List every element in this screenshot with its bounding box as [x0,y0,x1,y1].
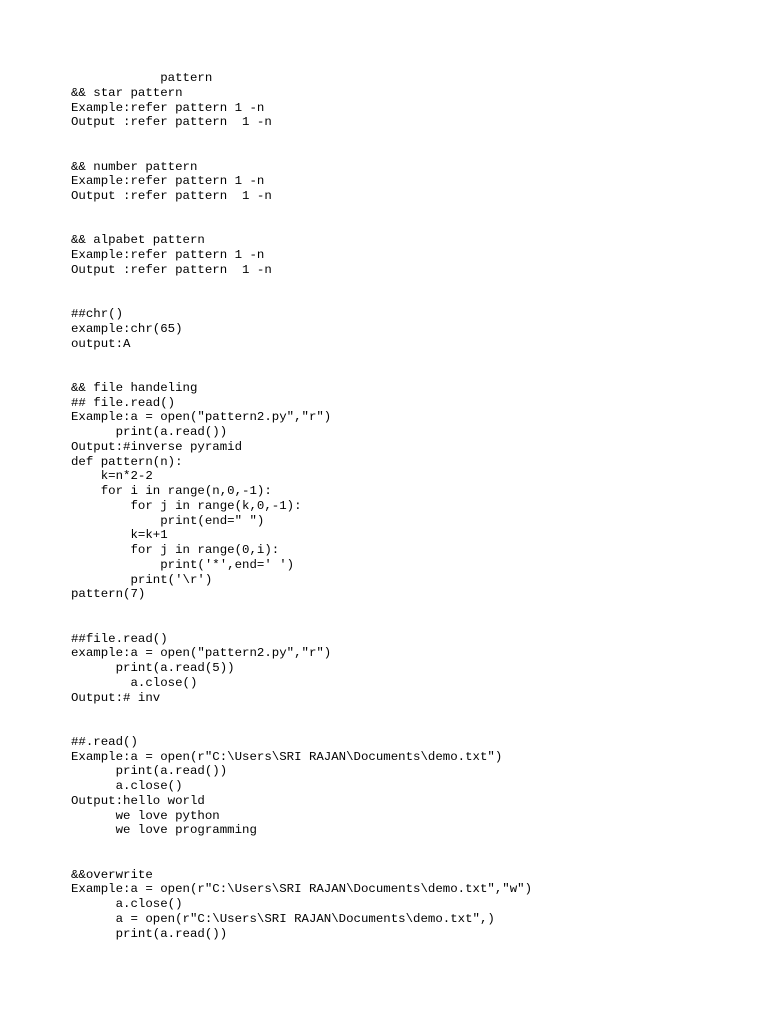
text-line: example:a = open("pattern2.py","r") [71,646,332,661]
text-line: ##chr() [71,307,124,321]
text-line: pattern [71,71,213,85]
text-line: && file handeling [71,380,198,395]
text-line: for j in range(k,0,-1): [71,498,302,513]
text-line [71,292,751,307]
text-line: Example:a = open("pattern2.py","r") [71,410,332,425]
text-line: a.close() [71,897,183,911]
text-line: Example:refer pattern 1 -n [71,174,265,189]
text-line: a = open(r"C:\Users\SRI RAJAN\Documents\demo.txt",) [71,911,495,926]
text-line: && alpabet pattern [71,233,205,248]
text-line: Example:refer pattern 1 -n [71,248,265,262]
text-line [71,145,751,160]
text-line: ## file.read() [71,395,176,410]
text-line [71,204,751,219]
text-line: Output:#inverse pyramid [71,439,243,454]
text-line: Output :refer pattern 1 -n [71,262,272,277]
text-line [71,720,751,735]
text-line [71,351,751,366]
text-line: a.close() [71,675,198,690]
text-line: print(a.read()) [71,926,228,941]
text-line: for j in range(0,i): [71,543,280,557]
text-line: print('\r') [71,572,213,587]
text-line: a.close() [71,779,183,793]
text-line: we love python [71,808,220,823]
text-line [71,617,751,632]
text-line: print(end=" ") [71,513,265,528]
text-line: Example:a = open(r"C:\Users\SRI RAJAN\Documents\demo.txt") [71,749,503,764]
text-line: ##.read() [71,734,138,749]
text-line: we love programming [71,823,257,838]
text-line: && star pattern [71,85,183,100]
text-line: print(a.read()) [71,764,228,779]
text-line [71,130,751,145]
text-line: Output :refer pattern 1 -n [71,189,272,203]
text-line: Output :refer pattern 1 -n [71,115,272,130]
text-line: output:A [71,336,131,351]
text-line [71,366,751,381]
text-line: Example:refer pattern 1 -n [71,100,265,115]
text-line [71,838,751,853]
text-line: print(a.read(5)) [71,661,235,675]
text-line: for i in range(n,0,-1): [71,484,272,498]
text-line [71,219,751,234]
text-line: Output:hello world [71,793,205,808]
text-line: pattern(7) [71,587,146,602]
text-line: ##file.read() [71,631,168,646]
text-line: Output:# inv [71,690,161,705]
text-line: example:chr(65) [71,321,183,336]
text-line: Example:a = open(r"C:\Users\SRI RAJAN\Documents\demo.txt","w") [71,882,533,897]
text-line: && number pattern [71,159,198,174]
text-line [71,278,751,293]
text-line [71,853,751,868]
text-line [71,705,751,720]
text-line [71,602,751,617]
text-line: print(a.read()) [71,425,228,439]
text-line: &&overwrite [71,867,153,882]
text-line: k=k+1 [71,528,168,543]
text-line: k=n*2-2 [71,469,153,484]
document-page [71,71,751,941]
text-line: print('*',end=' ') [71,557,295,572]
text-line: def pattern(n): [71,454,183,469]
